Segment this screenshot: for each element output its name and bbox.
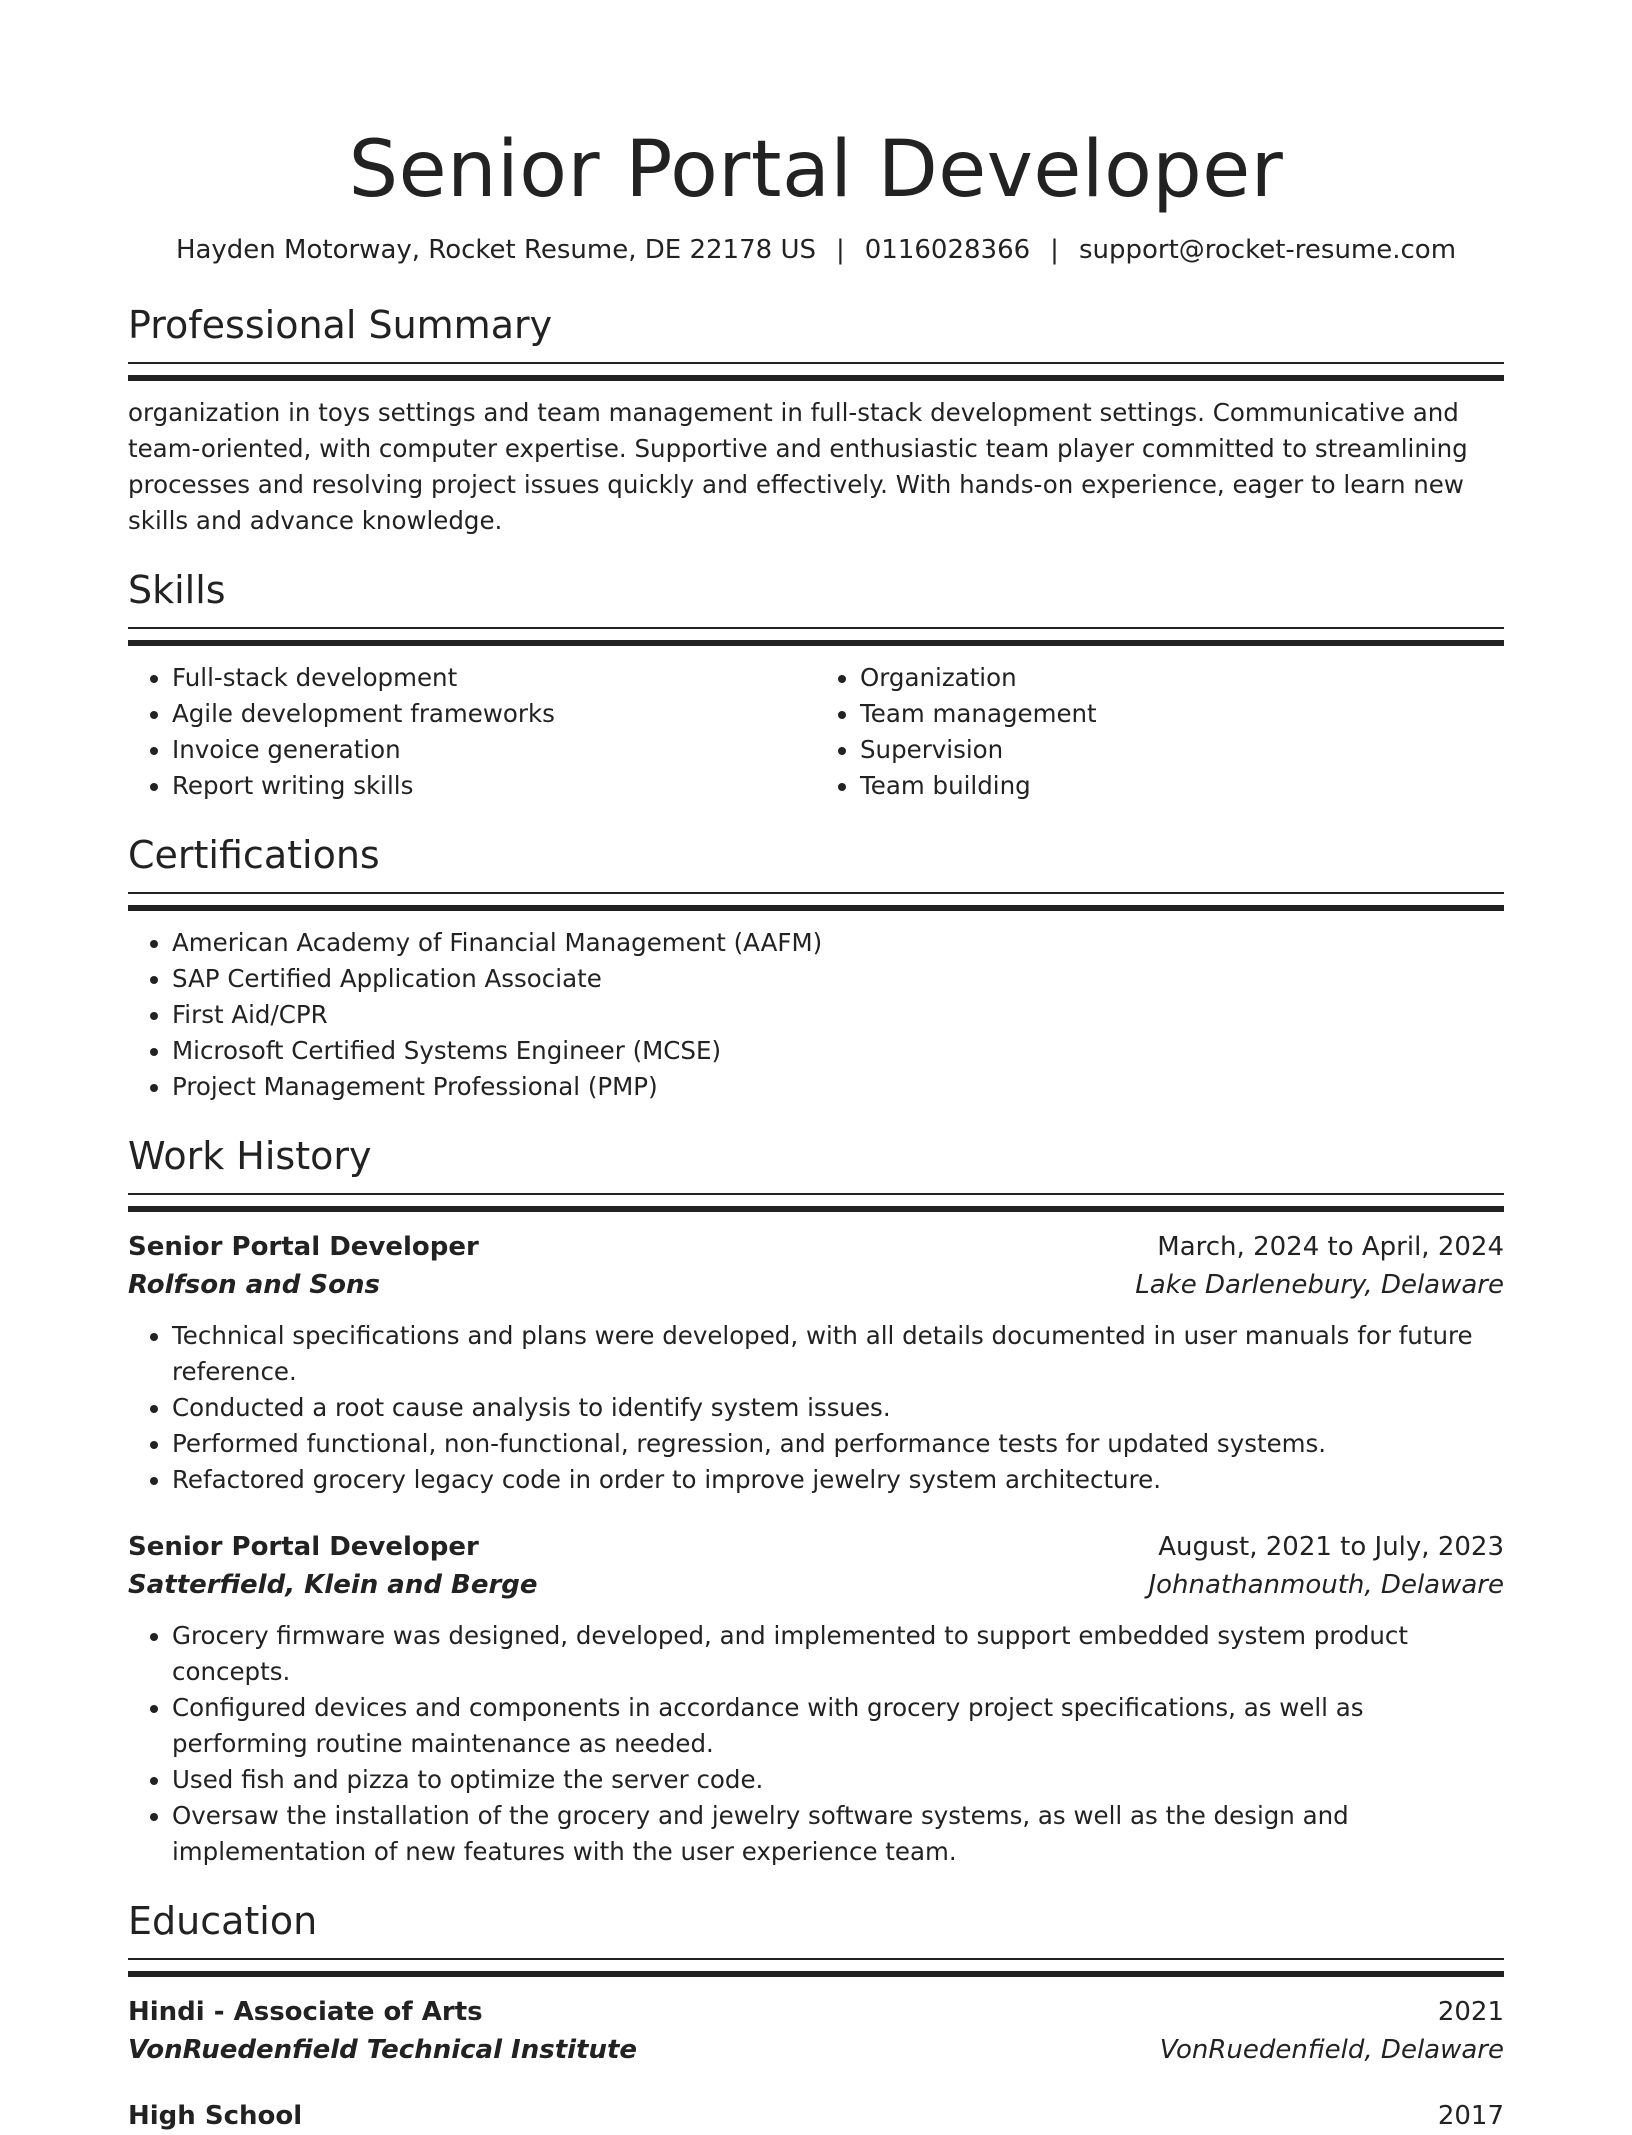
- section-divider: [128, 1193, 1504, 1212]
- contact-phone: 0116028366: [864, 235, 1031, 265]
- contact-separator: |: [835, 235, 845, 265]
- certification-item: • American Academy of Financial Management (AAFM): [172, 925, 1504, 961]
- education-entry: [128, 2097, 1504, 2135]
- education-year: 2021: [1437, 1997, 1504, 2027]
- skills-list-left: [128, 660, 816, 804]
- job-company: Satterfield, Klein and Berge: [128, 1570, 538, 1600]
- job-dates: August, 2021 to July, 2023: [1158, 1532, 1504, 1562]
- certifications-section: [128, 830, 1504, 1105]
- certifications-list: [128, 925, 1504, 1105]
- section-divider: [128, 1958, 1504, 1977]
- job-header: [128, 1528, 1504, 1566]
- education-location: VonRuedenfield, Delaware: [1159, 2035, 1504, 2065]
- certification-item: • SAP Certified Application Associate: [172, 961, 1504, 997]
- section-divider: [128, 627, 1504, 646]
- skills-section: [128, 565, 1504, 804]
- education-entry: [128, 1993, 1504, 2069]
- certification-item: • Project Management Professional (PMP): [172, 1069, 1504, 1105]
- section-title-skills: Skills: [128, 568, 226, 612]
- education-header: [128, 2097, 1504, 2135]
- education-subheader: [128, 2031, 1504, 2069]
- job-entry: [128, 1528, 1504, 1870]
- section-title-work-history: Work History: [128, 1134, 372, 1178]
- skill-item: • Team building: [860, 768, 1504, 804]
- job-bullet: • Refactored grocery legacy code in order to improve jewelry system architecture.: [172, 1462, 1504, 1498]
- skill-item: • Agile development frameworks: [172, 696, 816, 732]
- job-bullet: • Configured devices and components in accordance with grocery project specifications, as well as performing routine maintenance as needed.: [172, 1690, 1504, 1762]
- job-entry: [128, 1228, 1504, 1498]
- job-bullets: [128, 1618, 1504, 1870]
- job-title: Senior Portal Developer: [128, 1232, 479, 1262]
- job-subheader: [128, 1566, 1504, 1604]
- job-company: Rolfson and Sons: [128, 1270, 381, 1300]
- resume-name: Senior Portal Developer: [348, 125, 1284, 215]
- section-title-summary: Professional Summary: [128, 303, 553, 347]
- contact-line: [128, 232, 1504, 268]
- job-location: Lake Darlenebury, Delaware: [1135, 1270, 1504, 1300]
- skill-item: • Organization: [860, 660, 1504, 696]
- summary-section: [128, 300, 1504, 539]
- job-bullet: • Conducted a root cause analysis to identify system issues.: [172, 1390, 1504, 1426]
- skills-grid: [128, 646, 1504, 804]
- job-bullets: [128, 1318, 1504, 1498]
- job-location: Johnathanmouth, Delaware: [1148, 1570, 1504, 1600]
- skill-item: • Report writing skills: [172, 768, 816, 804]
- section-divider: [128, 892, 1504, 911]
- job-bullet: • Oversaw the installation of the grocery and jewelry software systems, as well as the design and implementation of new features with the user experience team.: [172, 1798, 1504, 1870]
- education-year: 2017: [1437, 2101, 1504, 2131]
- job-header: [128, 1228, 1504, 1266]
- resume-page: [128, 0, 1504, 2135]
- skill-item: • Team management: [860, 696, 1504, 732]
- job-bullet: • Grocery firmware was designed, developed, and implemented to support embedded system product concepts.: [172, 1618, 1504, 1690]
- education-school: VonRuedenfield Technical Institute: [128, 2035, 638, 2065]
- education-degree: Hindi - Associate of Arts: [128, 1997, 483, 2027]
- contact-separator: |: [1050, 235, 1059, 265]
- skills-list-right: [816, 660, 1504, 804]
- job-bullet: • Used fish and pizza to optimize the server code.: [172, 1762, 1504, 1798]
- education-section: [128, 1896, 1504, 2135]
- job-subheader: [128, 1266, 1504, 1304]
- contact-address: Hayden Motorway, Rocket Resume, DE 22178 US: [175, 235, 816, 265]
- job-bullet: • Performed functional, non-functional, regression, and performance tests for updated systems.: [172, 1426, 1504, 1462]
- education-header: [128, 1993, 1504, 2031]
- certification-item: • Microsoft Certified Systems Engineer (MCSE): [172, 1033, 1504, 1069]
- section-title-certifications: Certifications: [128, 833, 380, 877]
- section-title-education: Education: [128, 1899, 318, 1943]
- education-degree: High School: [128, 2101, 303, 2131]
- section-divider: [128, 362, 1504, 381]
- contact-email: support@rocket-resume.com: [1078, 235, 1457, 265]
- summary-text: organization in toys settings and team management in full-stack development settings. Communicative and team-oriented, with computer expertise. Supportive and enthusiastic team player committed to streamlining processes and resolving project issues quickly and effectively. With hands-on experience, eager to learn new skills and advance knowledge.: [128, 398, 1468, 535]
- skill-item: • Supervision: [860, 732, 1504, 768]
- skill-item: • Invoice generation: [172, 732, 816, 768]
- job-dates: March, 2024 to April, 2024: [1157, 1232, 1504, 1262]
- work-history-section: [128, 1131, 1504, 1870]
- job-bullet: • Technical specifications and plans were developed, with all details documented in user manuals for future reference.: [172, 1318, 1504, 1390]
- certification-item: • First Aid/CPR: [172, 997, 1504, 1033]
- skill-item: • Full-stack development: [172, 660, 816, 696]
- job-title: Senior Portal Developer: [128, 1532, 479, 1562]
